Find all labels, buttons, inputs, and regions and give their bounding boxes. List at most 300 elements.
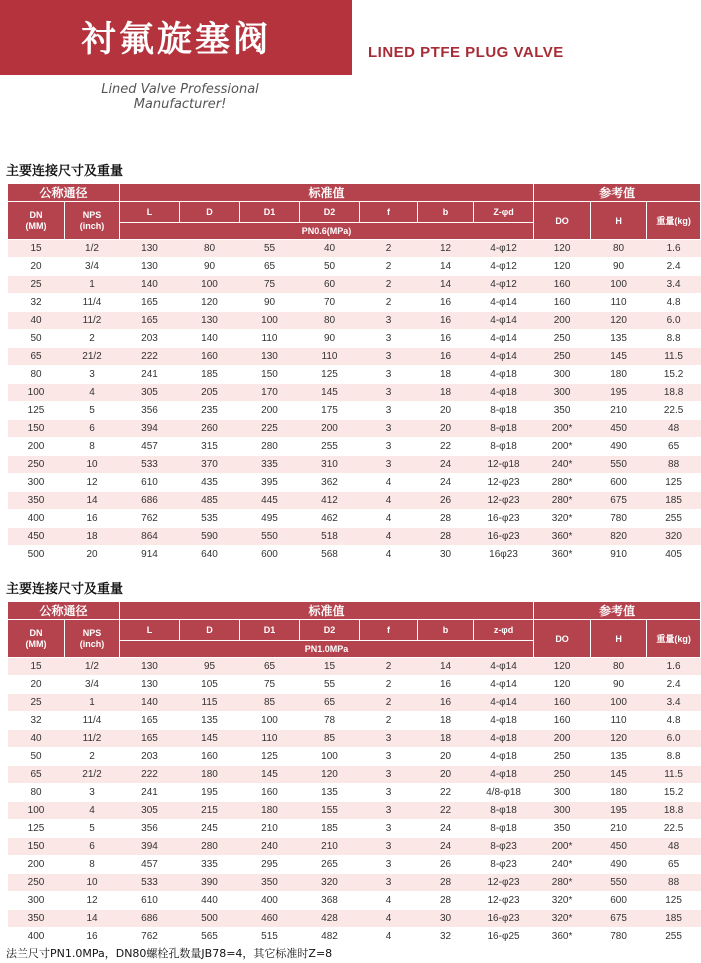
- cell-h: 450: [591, 838, 647, 856]
- cell-z-d: 12-φ18: [474, 456, 534, 474]
- cell-nps: 14: [65, 910, 120, 928]
- cell-d1: 75: [240, 676, 300, 694]
- cell-weight: 2.4: [647, 258, 701, 276]
- cell-d1: 150: [240, 366, 300, 384]
- cell-do: 200*: [534, 438, 591, 456]
- header-nominal-diameter: 公称通径: [8, 602, 120, 620]
- cell-weight: 18.8: [647, 384, 701, 402]
- cell-d: 565: [180, 928, 240, 946]
- cell-weight: 3.4: [647, 276, 701, 294]
- cell-b: 28: [418, 528, 474, 546]
- cell-d1: 350: [240, 874, 300, 892]
- cell-do: 240*: [534, 856, 591, 874]
- cell-h: 210: [591, 820, 647, 838]
- cell-dn: 100: [8, 384, 65, 402]
- cell-d: 100: [180, 276, 240, 294]
- cell-b: 18: [418, 384, 474, 402]
- cell-h: 490: [591, 856, 647, 874]
- table-row: [8, 820, 701, 838]
- cell-dn: 80: [8, 784, 65, 802]
- cell-weight: 15.2: [647, 784, 701, 802]
- cell-d: 95: [180, 658, 240, 676]
- cell-h: 90: [591, 676, 647, 694]
- header-d2: D2: [300, 620, 360, 641]
- cell-l: 165: [120, 294, 180, 312]
- cell-h: 450: [591, 420, 647, 438]
- cell-d: 195: [180, 784, 240, 802]
- cell-do: 360*: [534, 928, 591, 946]
- cell-l: 686: [120, 492, 180, 510]
- cell-z-d: 4-φ18: [474, 766, 534, 784]
- cell-l: 305: [120, 802, 180, 820]
- cell-l: 762: [120, 510, 180, 528]
- cell-h: 780: [591, 928, 647, 946]
- cell-d1: 225: [240, 420, 300, 438]
- cell-nps: 21/2: [65, 348, 120, 366]
- cell-do: 320*: [534, 910, 591, 928]
- cell-b: 28: [418, 892, 474, 910]
- header-l: L: [120, 202, 180, 223]
- cell-weight: 88: [647, 456, 701, 474]
- cell-l: 457: [120, 438, 180, 456]
- cell-dn: 400: [8, 510, 65, 528]
- cell-d2: 568: [300, 546, 360, 564]
- table-row: [8, 856, 701, 874]
- cell-f: 2: [360, 676, 418, 694]
- cell-do: 200: [534, 312, 591, 330]
- cell-dn: 25: [8, 276, 65, 294]
- cell-f: 3: [360, 784, 418, 802]
- cell-d2: 255: [300, 438, 360, 456]
- cell-l: 914: [120, 546, 180, 564]
- cell-h: 135: [591, 330, 647, 348]
- cell-f: 3: [360, 856, 418, 874]
- cell-d: 180: [180, 766, 240, 784]
- cell-l: 762: [120, 928, 180, 946]
- cell-b: 24: [418, 474, 474, 492]
- cell-d2: 482: [300, 928, 360, 946]
- header-weight: 重量(kg): [647, 202, 701, 240]
- cell-do: 250: [534, 330, 591, 348]
- cell-weight: 65: [647, 438, 701, 456]
- cell-do: 120: [534, 258, 591, 276]
- cell-d1: 170: [240, 384, 300, 402]
- cell-dn: 40: [8, 312, 65, 330]
- cell-z-d: 4-φ14: [474, 694, 534, 712]
- table-row: [8, 802, 701, 820]
- cell-d1: 400: [240, 892, 300, 910]
- cell-nps: 11/2: [65, 730, 120, 748]
- cell-d2: 50: [300, 258, 360, 276]
- cell-weight: 1.6: [647, 240, 701, 258]
- cell-h: 100: [591, 276, 647, 294]
- cell-z-d: 4-φ14: [474, 312, 534, 330]
- cell-f: 3: [360, 456, 418, 474]
- cell-f: 2: [360, 694, 418, 712]
- cell-d2: 78: [300, 712, 360, 730]
- cell-z-d: 4-φ14: [474, 676, 534, 694]
- cell-f: 3: [360, 748, 418, 766]
- cell-d2: 60: [300, 276, 360, 294]
- cell-d1: 85: [240, 694, 300, 712]
- cell-nps: 12: [65, 474, 120, 492]
- header-h: H: [591, 620, 647, 658]
- cell-dn: 300: [8, 474, 65, 492]
- cell-l: 222: [120, 348, 180, 366]
- cell-dn: 200: [8, 856, 65, 874]
- cell-b: 16: [418, 348, 474, 366]
- table-row: [8, 294, 701, 312]
- cell-d2: 428: [300, 910, 360, 928]
- header-nps: NPS (inch): [65, 620, 120, 658]
- cell-z-d: 4-φ18: [474, 384, 534, 402]
- cell-l: 130: [120, 676, 180, 694]
- cell-d2: 145: [300, 384, 360, 402]
- cell-nps: 20: [65, 546, 120, 564]
- cell-nps: 10: [65, 874, 120, 892]
- cell-d2: 175: [300, 402, 360, 420]
- cell-do: 320*: [534, 510, 591, 528]
- cell-dn: 25: [8, 694, 65, 712]
- cell-d: 640: [180, 546, 240, 564]
- table-row: [8, 528, 701, 546]
- table-row: [8, 348, 701, 366]
- cell-l: 533: [120, 874, 180, 892]
- cell-dn: 40: [8, 730, 65, 748]
- cell-d2: 210: [300, 838, 360, 856]
- cell-nps: 1/2: [65, 240, 120, 258]
- cell-l: 305: [120, 384, 180, 402]
- cell-f: 3: [360, 766, 418, 784]
- cell-f: 2: [360, 712, 418, 730]
- cell-d1: 110: [240, 330, 300, 348]
- table-row: [8, 384, 701, 402]
- cell-d1: 460: [240, 910, 300, 928]
- table-row: [8, 492, 701, 510]
- cell-weight: 15.2: [647, 366, 701, 384]
- cell-nps: 8: [65, 856, 120, 874]
- cell-l: 203: [120, 748, 180, 766]
- header-b: b: [418, 202, 474, 223]
- cell-do: 280*: [534, 492, 591, 510]
- cell-dn: 125: [8, 402, 65, 420]
- header-dn: DN (MM): [8, 620, 65, 658]
- cell-dn: 65: [8, 348, 65, 366]
- cell-d2: 412: [300, 492, 360, 510]
- cell-b: 22: [418, 438, 474, 456]
- header-z-d: Z-φd: [474, 202, 534, 223]
- cell-d1: 65: [240, 658, 300, 676]
- cell-do: 160: [534, 694, 591, 712]
- cell-d: 90: [180, 258, 240, 276]
- cell-dn: 50: [8, 748, 65, 766]
- cell-weight: 48: [647, 838, 701, 856]
- cell-d: 245: [180, 820, 240, 838]
- cell-h: 80: [591, 658, 647, 676]
- cell-b: 22: [418, 784, 474, 802]
- cell-l: 203: [120, 330, 180, 348]
- cell-l: 130: [120, 258, 180, 276]
- cell-dn: 50: [8, 330, 65, 348]
- cell-f: 3: [360, 802, 418, 820]
- cell-nps: 1: [65, 694, 120, 712]
- header-standard-values: 标准值: [120, 602, 534, 620]
- cell-f: 4: [360, 492, 418, 510]
- header-weight: 重量(kg): [647, 620, 701, 658]
- cell-d1: 280: [240, 438, 300, 456]
- cell-dn: 250: [8, 456, 65, 474]
- cell-d1: 160: [240, 784, 300, 802]
- cell-h: 120: [591, 730, 647, 748]
- cell-l: 610: [120, 892, 180, 910]
- cell-z-d: 16-φ25: [474, 928, 534, 946]
- table-row: [8, 402, 701, 420]
- cell-d2: 85: [300, 730, 360, 748]
- cell-h: 180: [591, 784, 647, 802]
- page-title: 衬氟旋塞阀: [80, 20, 271, 60]
- header-d1: D1: [240, 202, 300, 223]
- cell-weight: 8.8: [647, 330, 701, 348]
- cell-d2: 200: [300, 420, 360, 438]
- cell-d1: 125: [240, 748, 300, 766]
- cell-l: 140: [120, 694, 180, 712]
- cell-do: 320*: [534, 892, 591, 910]
- cell-weight: 22.5: [647, 820, 701, 838]
- cell-weight: 4.8: [647, 294, 701, 312]
- cell-b: 16: [418, 294, 474, 312]
- cell-weight: 22.5: [647, 402, 701, 420]
- cell-do: 300: [534, 384, 591, 402]
- cell-b: 30: [418, 910, 474, 928]
- cell-d1: 240: [240, 838, 300, 856]
- cell-dn: 150: [8, 838, 65, 856]
- cell-dn: 15: [8, 658, 65, 676]
- table-row: [8, 312, 701, 330]
- header-do: DO: [534, 202, 591, 240]
- cell-z-d: 8-φ23: [474, 838, 534, 856]
- cell-nps: 12: [65, 892, 120, 910]
- cell-d1: 295: [240, 856, 300, 874]
- cell-d1: 550: [240, 528, 300, 546]
- cell-nps: 18: [65, 528, 120, 546]
- table-row: [8, 676, 701, 694]
- header-b: b: [418, 620, 474, 641]
- cell-b: 22: [418, 802, 474, 820]
- cell-z-d: 4-φ14: [474, 294, 534, 312]
- cell-z-d: 4/8-φ18: [474, 784, 534, 802]
- cell-b: 14: [418, 258, 474, 276]
- cell-b: 18: [418, 730, 474, 748]
- cell-h: 550: [591, 456, 647, 474]
- cell-l: 165: [120, 312, 180, 330]
- cell-dn: 250: [8, 874, 65, 892]
- cell-d: 440: [180, 892, 240, 910]
- table-row: [8, 694, 701, 712]
- cell-nps: 3: [65, 366, 120, 384]
- cell-f: 2: [360, 658, 418, 676]
- cell-h: 135: [591, 748, 647, 766]
- cell-z-d: 4-φ14: [474, 330, 534, 348]
- cell-h: 820: [591, 528, 647, 546]
- cell-dn: 80: [8, 366, 65, 384]
- cell-b: 20: [418, 766, 474, 784]
- table-row: [8, 330, 701, 348]
- cell-d1: 100: [240, 312, 300, 330]
- header-l: L: [120, 620, 180, 641]
- cell-b: 20: [418, 748, 474, 766]
- cell-d1: 75: [240, 276, 300, 294]
- cell-d: 535: [180, 510, 240, 528]
- cell-dn: 350: [8, 492, 65, 510]
- cell-z-d: 4-φ18: [474, 730, 534, 748]
- cell-b: 12: [418, 240, 474, 258]
- slogan: [70, 82, 290, 112]
- spec-table-pn10: [7, 601, 701, 946]
- table-row: [8, 910, 701, 928]
- cell-d2: 70: [300, 294, 360, 312]
- cell-l: 130: [120, 240, 180, 258]
- cell-f: 3: [360, 730, 418, 748]
- cell-b: 28: [418, 874, 474, 892]
- cell-d: 260: [180, 420, 240, 438]
- cell-f: 4: [360, 528, 418, 546]
- cell-h: 490: [591, 438, 647, 456]
- cell-l: 686: [120, 910, 180, 928]
- cell-f: 3: [360, 420, 418, 438]
- table-row: [8, 784, 701, 802]
- cell-z-d: 4-φ14: [474, 348, 534, 366]
- cell-b: 16: [418, 676, 474, 694]
- cell-d2: 310: [300, 456, 360, 474]
- cell-b: 20: [418, 420, 474, 438]
- cell-d2: 518: [300, 528, 360, 546]
- cell-d2: 55: [300, 676, 360, 694]
- cell-z-d: 4-φ18: [474, 748, 534, 766]
- cell-b: 32: [418, 928, 474, 946]
- cell-b: 20: [418, 402, 474, 420]
- cell-d: 335: [180, 856, 240, 874]
- cell-d: 370: [180, 456, 240, 474]
- table-row: [8, 928, 701, 946]
- cell-nps: 11/4: [65, 712, 120, 730]
- cell-nps: 11/4: [65, 294, 120, 312]
- cell-d1: 130: [240, 348, 300, 366]
- header-pressure: PN1.0MPa: [120, 641, 534, 658]
- cell-dn: 150: [8, 420, 65, 438]
- table-row: [8, 510, 701, 528]
- table-row: [8, 276, 701, 294]
- table-row: [8, 748, 701, 766]
- cell-l: 140: [120, 276, 180, 294]
- cell-f: 3: [360, 820, 418, 838]
- cell-f: 3: [360, 402, 418, 420]
- cell-b: 28: [418, 510, 474, 528]
- cell-f: 3: [360, 312, 418, 330]
- cell-nps: 3: [65, 784, 120, 802]
- cell-weight: 11.5: [647, 348, 701, 366]
- cell-d2: 135: [300, 784, 360, 802]
- cell-z-d: 4-φ18: [474, 366, 534, 384]
- page-title-english: LINED PTFE PLUG VALVE: [368, 44, 564, 61]
- cell-h: 180: [591, 366, 647, 384]
- cell-f: 4: [360, 546, 418, 564]
- cell-d: 130: [180, 312, 240, 330]
- cell-do: 160: [534, 276, 591, 294]
- cell-d1: 65: [240, 258, 300, 276]
- cell-h: 195: [591, 802, 647, 820]
- cell-dn: 300: [8, 892, 65, 910]
- cell-do: 280*: [534, 874, 591, 892]
- table-row: [8, 838, 701, 856]
- cell-b: 18: [418, 712, 474, 730]
- cell-d1: 145: [240, 766, 300, 784]
- cell-l: 356: [120, 820, 180, 838]
- cell-h: 210: [591, 402, 647, 420]
- table-row: [8, 766, 701, 784]
- cell-z-d: 4-φ12: [474, 240, 534, 258]
- cell-f: 3: [360, 330, 418, 348]
- cell-z-d: 8-φ18: [474, 438, 534, 456]
- header-d2: D2: [300, 202, 360, 223]
- table-row: [8, 258, 701, 276]
- cell-f: 3: [360, 838, 418, 856]
- cell-h: 145: [591, 766, 647, 784]
- cell-do: 360*: [534, 546, 591, 564]
- cell-z-d: 16φ23: [474, 546, 534, 564]
- cell-z-d: 8-φ18: [474, 402, 534, 420]
- cell-weight: 48: [647, 420, 701, 438]
- cell-weight: 185: [647, 910, 701, 928]
- cell-z-d: 8-φ23: [474, 856, 534, 874]
- cell-nps: 4: [65, 384, 120, 402]
- cell-b: 14: [418, 658, 474, 676]
- cell-do: 360*: [534, 528, 591, 546]
- header-h: H: [591, 202, 647, 240]
- cell-do: 350: [534, 820, 591, 838]
- cell-d: 280: [180, 838, 240, 856]
- cell-dn: 15: [8, 240, 65, 258]
- cell-dn: 65: [8, 766, 65, 784]
- cell-l: 356: [120, 402, 180, 420]
- table-row: [8, 438, 701, 456]
- cell-d2: 155: [300, 802, 360, 820]
- cell-l: 241: [120, 366, 180, 384]
- cell-l: 533: [120, 456, 180, 474]
- cell-d1: 445: [240, 492, 300, 510]
- cell-d: 140: [180, 330, 240, 348]
- cell-z-d: 12-φ23: [474, 892, 534, 910]
- cell-weight: 1.6: [647, 658, 701, 676]
- cell-d2: 462: [300, 510, 360, 528]
- cell-do: 250: [534, 348, 591, 366]
- cell-d: 80: [180, 240, 240, 258]
- cell-weight: 125: [647, 474, 701, 492]
- cell-z-d: 8-φ18: [474, 802, 534, 820]
- cell-nps: 1: [65, 276, 120, 294]
- cell-d: 185: [180, 366, 240, 384]
- cell-z-d: 8-φ18: [474, 420, 534, 438]
- section-title-pn06: 主要连接尺寸及重量: [6, 164, 124, 179]
- cell-h: 780: [591, 510, 647, 528]
- cell-d: 590: [180, 528, 240, 546]
- cell-h: 120: [591, 312, 647, 330]
- cell-b: 24: [418, 838, 474, 856]
- cell-do: 120: [534, 676, 591, 694]
- cell-nps: 8: [65, 438, 120, 456]
- table-row: [8, 730, 701, 748]
- cell-weight: 320: [647, 528, 701, 546]
- cell-h: 145: [591, 348, 647, 366]
